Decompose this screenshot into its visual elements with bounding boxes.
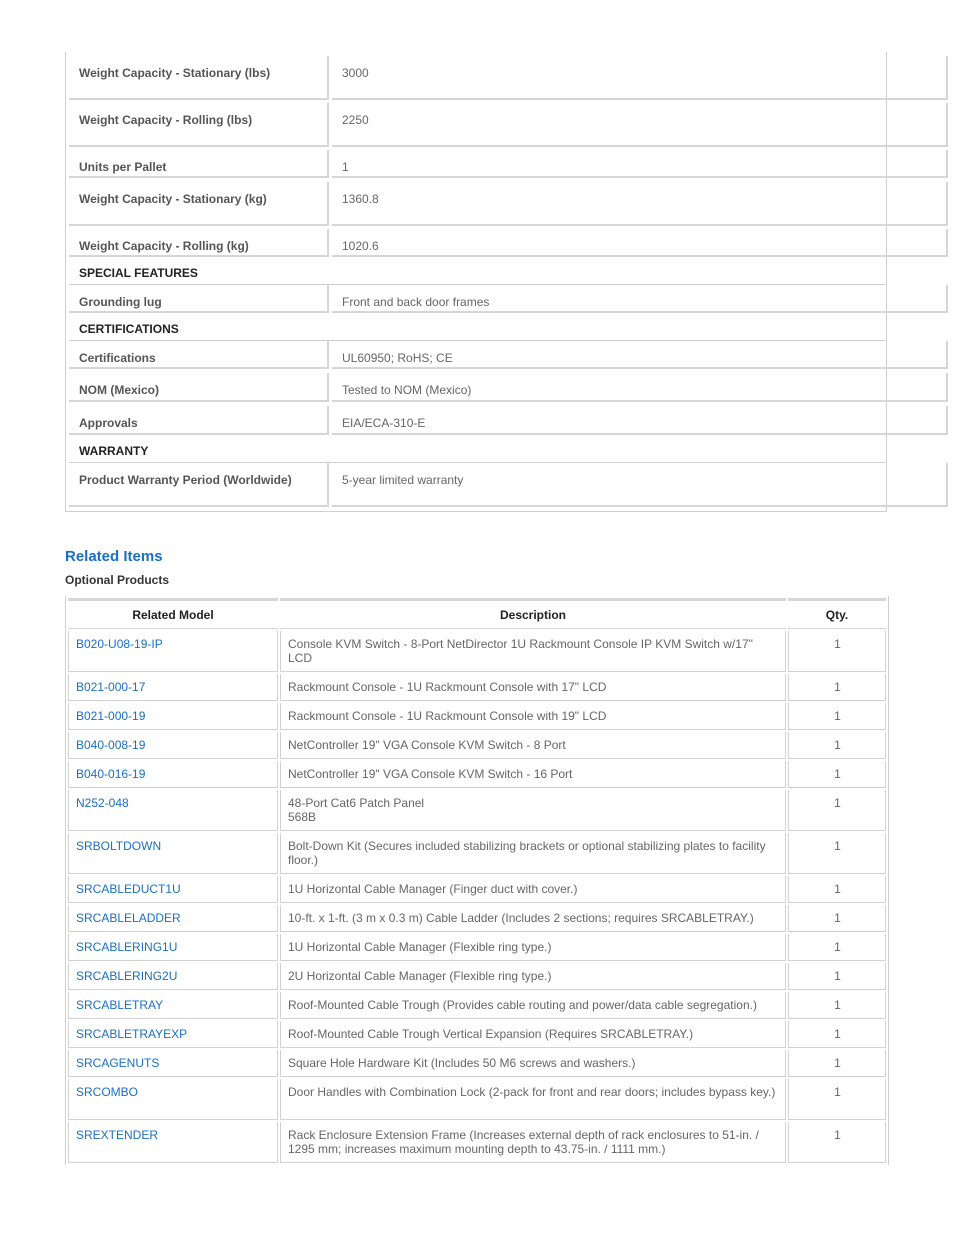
spec-label: NOM (Mexico) [69,373,329,402]
spec-value: Tested to NOM (Mexico) [332,373,948,402]
product-qty: 1 [788,833,886,874]
spec-label: Units per Pallet [69,150,329,178]
related-items-heading: Related Items [65,548,163,565]
product-qty: 1 [788,732,886,759]
spec-label: Grounding lug [69,285,329,313]
product-qty: 1 [788,703,886,730]
product-qty: 1 [788,1122,886,1163]
related-model-link[interactable]: SREXTENDER [68,1122,278,1163]
column-header-model: Related Model [68,598,278,629]
table-row [68,1079,886,1120]
related-model-link[interactable]: SRCABLERING1U [68,934,278,961]
spec-value: Front and back door frames [332,285,948,313]
spec-label: Weight Capacity - Stationary (lbs) [69,56,329,100]
product-description: Console KVM Switch - 8-Port NetDirector 1U Rackmount Console IP KVM Switch w/17" LCD [280,631,786,672]
product-qty: 1 [788,631,886,672]
product-description: 2U Horizontal Cable Manager (Flexible ring type.) [280,963,786,990]
product-description: Roof-Mounted Cable Trough Vertical Expansion (Requires SRCABLETRAY.) [280,1021,786,1048]
spec-label: Weight Capacity - Rolling (kg) [69,229,329,257]
section-heading: SPECIAL FEATURES [69,257,885,285]
section-heading: CERTIFICATIONS [69,313,885,341]
spec-value: 1020.6 [332,229,948,257]
spec-value: UL60950; RoHS; CE [332,341,948,369]
product-description: Bolt-Down Kit (Secures included stabilizing brackets or optional stabilizing plates to facility floor.) [280,833,786,874]
table-row [68,934,886,961]
product-qty: 1 [788,1079,886,1120]
table-row [68,1050,886,1077]
spec-label: Certifications [69,341,329,369]
table-row [68,963,886,990]
product-qty: 1 [788,674,886,701]
related-model-link[interactable]: B021-000-17 [68,674,278,701]
spec-value: 3000 [332,56,948,100]
product-qty: 1 [788,1021,886,1048]
product-description: 10-ft. x 1-ft. (3 m x 0.3 m) Cable Ladder (Includes 2 sections; requires SRCABLETRAY.) [280,905,786,932]
spec-label: Weight Capacity - Rolling (lbs) [69,103,329,147]
product-qty: 1 [788,963,886,990]
table-row [68,761,886,788]
related-model-link[interactable]: SRCABLEDUCT1U [68,876,278,903]
related-model-link[interactable]: SRCABLELADDER [68,905,278,932]
related-products-table [65,596,889,1165]
product-qty: 1 [788,905,886,932]
table-row [68,876,886,903]
product-qty: 1 [788,876,886,903]
related-model-link[interactable]: SRCAGENUTS [68,1050,278,1077]
spec-value: 1360.8 [332,182,948,226]
related-model-link[interactable]: N252-048 [68,790,278,831]
optional-products-subheading: Optional Products [65,573,170,587]
product-description: Door Handles with Combination Lock (2-pack for front and rear doors; includes bypass key.) [280,1079,786,1120]
product-description: 48-Port Cat6 Patch Panel 568B [280,790,786,831]
product-qty: 1 [788,1050,886,1077]
spec-table [65,52,887,512]
product-description: Square Hole Hardware Kit (Includes 50 M6 screws and washers.) [280,1050,786,1077]
product-description: NetController 19" VGA Console KVM Switch - 16 Port [280,761,786,788]
product-qty: 1 [788,992,886,1019]
related-model-link[interactable]: SRCABLETRAY [68,992,278,1019]
column-header-description: Description [280,598,786,629]
related-model-link[interactable]: B020-U08-19-IP [68,631,278,672]
spec-label: Approvals [69,406,329,435]
section-heading: WARRANTY [69,435,885,463]
related-model-link[interactable]: B040-016-19 [68,761,278,788]
table-row [68,732,886,759]
table-row [68,905,886,932]
product-description: Roof-Mounted Cable Trough (Provides cable routing and power/data cable segregation.) [280,992,786,1019]
related-model-link[interactable]: SRCABLETRAYEXP [68,1021,278,1048]
product-qty: 1 [788,761,886,788]
spec-label: Weight Capacity - Stationary (kg) [69,182,329,226]
product-description: Rack Enclosure Extension Frame (Increases external depth of rack enclosures to 51-in. / 1295 mm; increases maximum mounting depth to 43.75-in. / 1111 mm.) [280,1122,786,1163]
spec-value: 5-year limited warranty [332,463,948,507]
product-qty: 1 [788,790,886,831]
product-description: Rackmount Console - 1U Rackmount Console with 17" LCD [280,674,786,701]
table-row [68,674,886,701]
table-row [68,1122,886,1163]
table-row [68,1021,886,1048]
related-model-link[interactable]: SRCOMBO [68,1079,278,1120]
spec-value: EIA/ECA-310-E [332,406,948,435]
table-row [68,992,886,1019]
spec-value: 2250 [332,103,948,147]
product-description: Rackmount Console - 1U Rackmount Console with 19" LCD [280,703,786,730]
related-model-link[interactable]: B040-008-19 [68,732,278,759]
column-header-qty: Qty. [788,598,886,629]
spec-value: 1 [332,150,948,178]
table-row [68,703,886,730]
table-row [68,631,886,672]
related-model-link[interactable]: SRBOLTDOWN [68,833,278,874]
table-row [68,833,886,874]
table-row [68,790,886,831]
table-header-row [68,598,886,629]
related-model-link[interactable]: SRCABLERING2U [68,963,278,990]
product-description: 1U Horizontal Cable Manager (Flexible ring type.) [280,934,786,961]
product-description: 1U Horizontal Cable Manager (Finger duct with cover.) [280,876,786,903]
related-model-link[interactable]: B021-000-19 [68,703,278,730]
product-description: NetController 19" VGA Console KVM Switch - 8 Port [280,732,786,759]
product-qty: 1 [788,934,886,961]
spec-label: Product Warranty Period (Worldwide) [69,463,329,507]
